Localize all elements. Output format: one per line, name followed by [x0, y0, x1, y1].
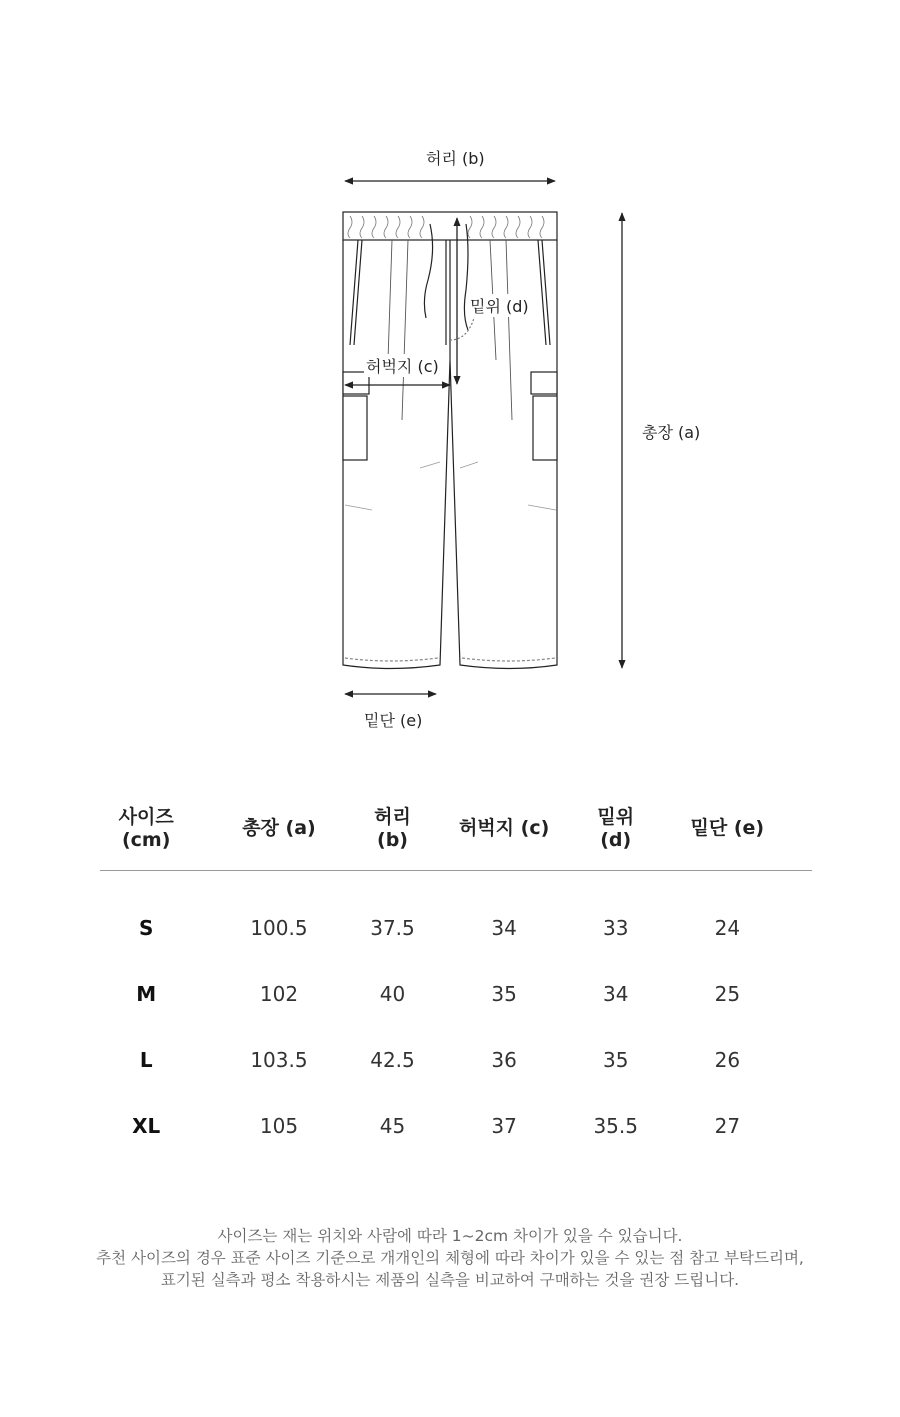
header-length: 총장 (a) [242, 816, 316, 839]
table-row [100, 895, 812, 961]
cell-size: M [136, 982, 157, 1006]
cell-length: 103.5 [250, 1048, 308, 1072]
pocket-left [350, 240, 362, 345]
size-notes [0, 1225, 900, 1291]
cell-hem: 26 [714, 1048, 741, 1072]
cell-thigh: 37 [491, 1114, 517, 1138]
cell-hem: 25 [714, 982, 741, 1006]
note-line: 사이즈는 재는 위치와 사람에 따라 1~2cm 차이가 있을 수 있습니다. [217, 1227, 683, 1245]
cell-waist: 42.5 [370, 1048, 415, 1072]
table-row [100, 1093, 812, 1159]
cargo-pocket-right [533, 396, 557, 460]
waist-label: 허리 (b) [424, 146, 487, 169]
cell-rise: 35 [602, 1048, 629, 1072]
cell-thigh: 34 [491, 916, 517, 940]
header-waist: 허리 (b) [374, 805, 411, 851]
cell-waist: 45 [379, 1114, 406, 1138]
header-rise: 밑위 (d) [597, 805, 635, 851]
cell-waist: 40 [379, 982, 406, 1006]
table-row [100, 1027, 812, 1093]
note-line: 추천 사이즈의 경우 표준 사이즈 기준으로 개개인의 체형에 따라 차이가 있을 수 있는 점 참고 부탁드리며, [96, 1249, 804, 1267]
header-thigh: 허벅지 (c) [458, 816, 550, 839]
size-table-header [100, 800, 812, 852]
cell-hem: 24 [714, 916, 741, 940]
cell-hem: 27 [714, 1114, 741, 1138]
hem-stitch [345, 658, 555, 661]
cell-length: 105 [259, 1114, 299, 1138]
cell-size: S [138, 916, 154, 940]
cell-size: XL [132, 1114, 161, 1138]
cell-size: L [139, 1048, 153, 1072]
crease-lines [345, 462, 556, 510]
header-divider [100, 870, 812, 871]
cell-length: 100.5 [250, 916, 308, 940]
cell-rise: 34 [602, 982, 629, 1006]
thigh-label: 허벅지 (c) [364, 354, 441, 377]
cell-length: 102 [259, 982, 299, 1006]
table-row [100, 961, 812, 1027]
cell-thigh: 36 [491, 1048, 517, 1072]
cargo-pocket-left [343, 396, 367, 460]
rise-label: 밑위 (d) [468, 294, 531, 317]
cell-rise: 35.5 [593, 1114, 638, 1138]
fly-seam [446, 240, 450, 360]
header-hem: 밑단 (e) [690, 816, 765, 839]
length-label: 총장 (a) [640, 420, 702, 443]
cell-thigh: 35 [491, 982, 517, 1006]
header-size: 사이즈(cm) [118, 805, 174, 851]
cargo-flap-right [531, 372, 557, 394]
pocket-right [538, 240, 550, 345]
size-table [100, 800, 812, 1159]
cell-waist: 37.5 [370, 916, 415, 940]
hem-label: 밑단 (e) [362, 708, 424, 731]
note-line: 표기된 실측과 평소 착용하시는 제품의 실측을 비교하여 구매하는 것을 권장 드립니다. [160, 1271, 740, 1289]
cell-rise: 33 [602, 916, 629, 940]
